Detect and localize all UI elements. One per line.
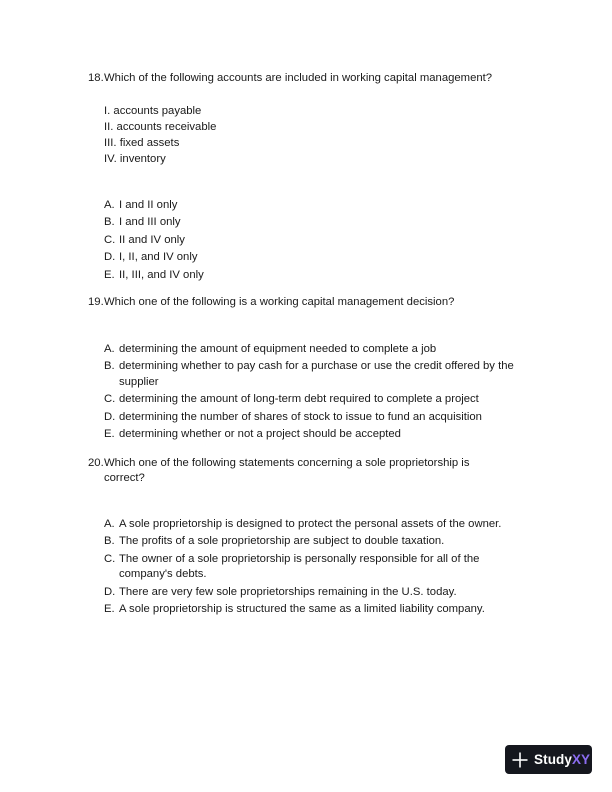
statement-item: IV. inventory: [104, 153, 166, 165]
question-18: [88, 71, 548, 86]
option-label: E.: [104, 603, 115, 616]
answer-option[interactable]: [104, 215, 548, 231]
question-text: Which one of the following is a working capital management decision?: [104, 296, 455, 308]
answer-option[interactable]: [104, 250, 548, 266]
option-text: The profits of a sole proprietorship are subject to double taxation.: [119, 535, 445, 548]
answer-option[interactable]: [104, 198, 548, 214]
option-label: D.: [104, 585, 116, 598]
option-text: A sole proprietorship is structured the same as a limited liability company.: [119, 603, 485, 616]
question-text: Which one of the following statements concerning a sole proprietorship is correct?: [104, 457, 470, 484]
answer-option[interactable]: [104, 268, 548, 284]
option-label: A.: [104, 518, 115, 530]
question-19: [88, 295, 548, 310]
option-label: B.: [104, 535, 115, 548]
answer-option[interactable]: [104, 410, 548, 426]
plus-icon: [511, 751, 529, 769]
question-text: Which of the following accounts are included in working capital management?: [104, 72, 493, 84]
option-label: E.: [104, 428, 115, 441]
option-label: A.: [104, 199, 115, 211]
option-label: D.: [104, 410, 116, 423]
statement-item: III. fixed assets: [104, 137, 180, 149]
option-text: The owner of a sole proprietorship is personally responsible for all of the company's debts.: [119, 552, 480, 581]
option-text: I and II only: [119, 199, 178, 211]
option-text: A sole proprietorship is designed to protect the personal assets of the owner.: [119, 518, 502, 530]
answer-option[interactable]: [104, 359, 548, 390]
question-number: 20.: [88, 457, 104, 469]
brand-accent: XY: [572, 752, 591, 767]
option-label: C.: [104, 552, 116, 565]
studyxy-watermark[interactable]: [505, 745, 592, 774]
option-label: E.: [104, 268, 115, 281]
answer-option[interactable]: [104, 392, 548, 408]
option-text: I, II, and IV only: [119, 251, 198, 264]
option-text: determining the number of shares of stock to issue to fund an acquisition: [119, 410, 482, 423]
question-20: [88, 456, 508, 486]
option-text: determining whether or not a project should be accepted: [119, 428, 401, 441]
answer-option[interactable]: [104, 233, 548, 249]
answer-options-18: [104, 198, 548, 285]
question-number: 18.: [88, 72, 104, 84]
option-text: I and III only: [119, 216, 181, 229]
option-label: D.: [104, 251, 116, 264]
answer-option[interactable]: [104, 602, 548, 618]
answer-options-19: [104, 342, 548, 445]
option-label: C.: [104, 393, 116, 406]
option-label: B.: [104, 360, 115, 373]
option-text: II, III, and IV only: [119, 268, 204, 281]
option-text: determining the amount of long-term debt required to complete a project: [119, 393, 479, 406]
answer-option[interactable]: [104, 427, 548, 443]
answer-option[interactable]: [104, 585, 548, 601]
statement-list: [104, 103, 216, 167]
option-label: B.: [104, 216, 115, 229]
option-text: determining whether to pay cash for a purchase or use the credit offered by the supplier: [119, 360, 514, 389]
answer-option[interactable]: [104, 534, 548, 550]
answer-option[interactable]: [104, 517, 548, 533]
option-text: There are very few sole proprietorships remaining in the U.S. today.: [119, 585, 457, 598]
option-label: C.: [104, 233, 116, 246]
statement-item: II. accounts receivable: [104, 121, 217, 133]
answer-option[interactable]: [104, 552, 504, 583]
option-text: determining the amount of equipment needed to complete a job: [119, 343, 437, 355]
answer-options-20: [104, 517, 548, 620]
option-label: A.: [104, 343, 115, 355]
statement-item: I. accounts payable: [104, 105, 202, 117]
answer-option[interactable]: [104, 342, 548, 358]
question-number: 19.: [88, 296, 104, 308]
brand-name: Study: [534, 752, 573, 767]
option-text: II and IV only: [119, 233, 185, 246]
